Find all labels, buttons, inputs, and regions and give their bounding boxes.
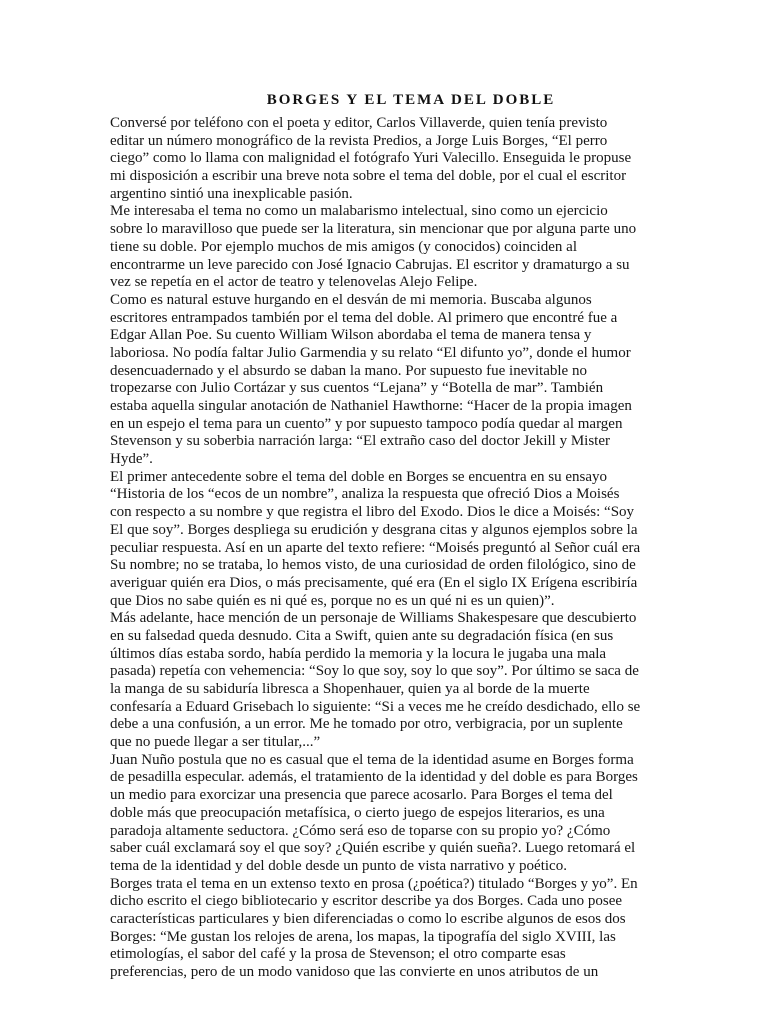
text-line: tropezarse con Julio Cortázar y sus cuentos “Lejana” y “Botella de mar”. También [110, 380, 604, 397]
text-line: debe a una confusión, a un error. Me he tomado por otro, verbigracia, por un suplente [110, 716, 623, 733]
text-line: Conversé por teléfono con el poeta y editor, Carlos Villaverde, quien tenía previsto [110, 115, 608, 131]
text-line: Juan Nuño postula que no es casual que el tema de la identidad asume en Borges forma [110, 751, 634, 768]
text-line: editar un número monográfico de la revista Predios, a Jorge Luis Borges, “El perro [110, 132, 608, 149]
text-line: laboriosa. No podía faltar Julio Garmendia y su relato “El difunto yo”, donde el humor [110, 344, 631, 361]
paragraph [110, 115, 670, 203]
text-line: confesaría a Eduard Grisebach lo siguiente: “Si a veces me he creído desdichado, ello se [110, 698, 641, 715]
paragraph [110, 292, 670, 469]
text-line: de pesadilla especular. además, el tratamiento de la identidad y del doble es para Borges [110, 769, 638, 786]
text-line: El primer antecedente sobre el tema del doble en Borges se encuentra en su ensayo [110, 468, 608, 485]
text-line: Stevenson y su soberbia narración larga: “El extraño caso del doctor Jekill y Mister [110, 433, 610, 450]
text-line: dicho escrito el ciego bibliotecario y escritor describe ya dos Borges. Cada uno posee [110, 893, 623, 910]
text-line: con respecto a su nombre y que registra el libro del Exodo. Dios le dice a Moisés: “Soy [110, 504, 635, 521]
text-line: “Historia de los “ecos de un nombre”, analiza la respuesta que ofreció Dios a Moisés [110, 486, 620, 503]
text-line: sobre lo maravilloso que puede ser la literatura, sin mencionar que por alguna parte uno [110, 221, 637, 238]
text-line: en un espejo el tema para un cuento” y por supuesto tampoco podía quedar al margen [110, 415, 623, 432]
text-line: escritores entrampados también por el tema del doble. Al primero que encontré fue a [110, 309, 618, 326]
text-line: estaba aquella singular anotación de Nathaniel Hawthorne: “Hacer de la propia imagen [110, 398, 632, 414]
document-title: BORGES Y EL TEMA DEL DOBLE [266, 92, 556, 108]
text-line: El que soy”. Borges despliega su erudición y desgrana citas y algunos ejemplos sobre la [110, 521, 638, 538]
text-line: encontrarme un leve parecido con José Ignacio Cabrujas. El escritor y dramaturgo a su [110, 256, 630, 273]
text-line: averiguar quién era Dios, o más precisamente, qué era (En el siglo IX Erígena escribiría [110, 574, 638, 591]
text-line: doble más que preocupación metafísica, o cierto juego de espejos literarios, es una [110, 804, 605, 821]
text-line: últimos días estaba sordo, había perdido la memoria y la locura le jugaba una mala [110, 645, 607, 662]
text-line: un medio para exorcizar una presencia que parece acosarlo. Para Borges el tema del [110, 787, 613, 804]
text-line: saber cuál exclamará soy el que soy? ¿Quién escribe y quién sueña?. Luego retomará el [110, 840, 636, 857]
text-line: Edgar Allan Poe. Su cuento William Wilson abordaba el tema de manera tensa y [110, 327, 592, 344]
text-line: que no puede llegar a ser titular,...” [110, 734, 321, 751]
text-line: desencuadernado y el absurdo se daban la mano. Por supuesto fue inevitable no [110, 362, 587, 379]
paragraph [110, 469, 670, 611]
text-line: la manga de su sabiduría libresca a Shopenhauer, quien ya al borde de la muerte [110, 681, 590, 697]
text-line: paradoja altamente seductora. ¿Cómo será eso de toparse con su propio yo? ¿Cómo [110, 822, 611, 839]
text-line: en su falsedad queda desnudo. Cita a Swift, quien ante su degradación física (en sus [110, 627, 614, 644]
text-line: tiene su doble. Por ejemplo muchos de mis amigos (y conocidos) coinciden al [110, 238, 577, 255]
paragraph [110, 752, 670, 876]
paragraph [110, 610, 670, 752]
text-line: Me interesaba el tema no como un malabarismo intelectual, sino como un ejercicio [110, 203, 608, 220]
text-line: Borges: “Me gustan los relojes de arena, los mapas, la tipografía del siglo XVIII, las [110, 928, 616, 945]
text-line: pasada) repetía con vehemencia: “Soy lo que soy, soy lo que soy”. Por último se saca de [110, 663, 639, 680]
text-line: características particulares y bien diferenciadas o como lo escribe algunos de esos dos [110, 910, 626, 927]
document-body [110, 115, 670, 982]
text-line: Hyde”. [110, 451, 153, 468]
text-line: etimologías, el sabor del café y la prosa de Stevenson; el otro comparte esas [110, 946, 566, 963]
text-line: Su nombre; no se trataba, lo hemos visto, de una curiosidad de orden filológico, sino de [110, 557, 636, 574]
text-line: mi disposición a escribir una breve nota sobre el tema del doble, por el cual el escritor [110, 168, 627, 185]
text-line: preferencias, pero de un modo vanidoso que las convierte en unos atributos de un [110, 964, 599, 980]
text-line: ciego” como lo llama con malignidad el fotógrafo Yuri Valecillo. Enseguida le propuse [110, 150, 632, 167]
text-line: Borges trata el tema en un extenso texto en prosa (¿poética?) titulado “Borges y yo”. En [110, 875, 638, 892]
paragraph [110, 876, 670, 982]
text-line: vez se repetía en el actor de teatro y telenovelas Alejo Felipe. [110, 274, 478, 291]
text-line: argentino sintió una inexplicable pasión. [110, 185, 353, 202]
text-line: tema de la identidad y del doble desde un punto de vista narrativo y poético. [110, 857, 567, 874]
text-line: Como es natural estuve hurgando en el desván de mi memoria. Buscaba algunos [110, 291, 592, 308]
paragraph [110, 203, 670, 291]
text-line: peculiar respuesta. Así en un aparte del texto refiere: “Moisés preguntó al Señor cuál era [110, 539, 641, 556]
text-line: Más adelante, hace mención de un personaje de Williams Shakespesare que descubierto [110, 610, 637, 627]
text-line: que Dios no sabe quién es ni qué es, porque no es un qué ni es un quien)”. [110, 592, 555, 609]
